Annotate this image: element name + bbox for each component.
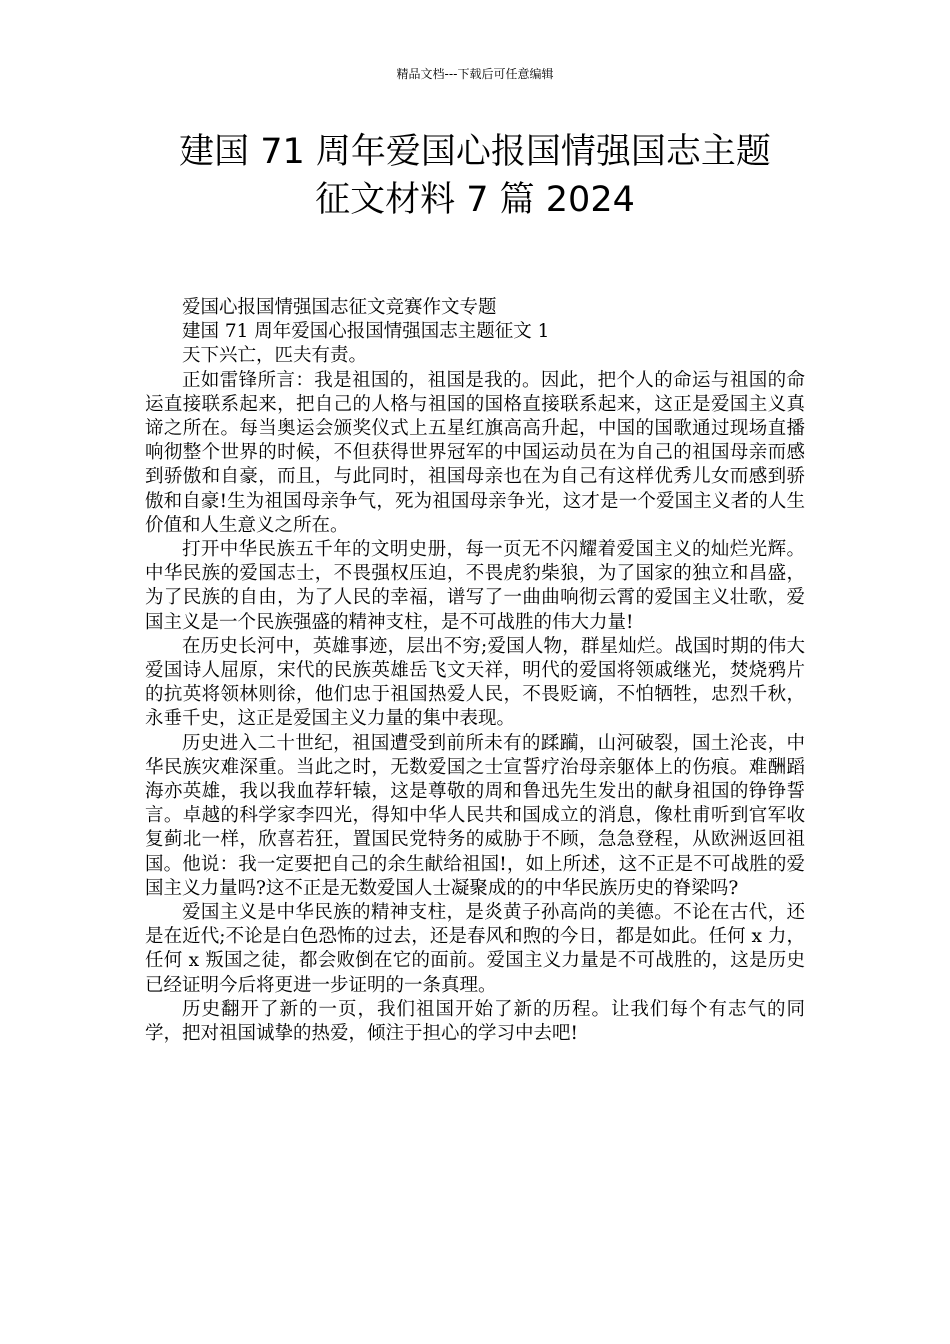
page-header-note: 精品文档---下载后可任意编辑	[396, 67, 554, 81]
body-paragraph: 打开中华民族五千年的文明史册，每一页无不闪耀着爱国主义的灿烂光辉。中华民族的爱国志士，不畏强权压迫，不畏虎豹柴狼，为了国家的独立和昌盛，为了民族的自由，为了人民的幸福，谱写了一曲曲响彻云霄的爱国主义壮歌，爱国主义是一个民族强盛的精神支柱，是不可战胜的伟大力量!	[145, 539, 805, 633]
section-heading: 爱国心报国情强国志征文竞赛作文专题	[182, 297, 497, 318]
document-title-line-1: 建国 71 周年爱国心报国情强国志主题	[179, 132, 771, 172]
body-paragraph: 历史进入二十世纪，祖国遭受到前所未有的蹂躏，山河破裂，国土沦丧，中华民族灾难深重。当此之时，无数爱国之士宣誓疗治母亲躯体上的伤痕。难酬蹈海亦英雄，我以我血荐轩辕，这是尊敬的周和鲁迅先生发出的献身祖国的铮铮誓言。卓越的科学家李四光，得知中华人民共和国成立的消息，像杜甫听到官军收复蓟北一样，欣喜若狂，置国民党特务的威胁于不顾，急急登程，从欧洲返回祖国。他说：我一定要把自己的余生献给祖国!，如上所述，这不正是不可战胜的爱国主义力量吗?这不正是无数爱国人士凝聚成的的中华民族历史的脊梁吗?	[145, 732, 806, 899]
body-paragraph: 天下兴亡，匹夫有责。	[182, 345, 368, 367]
document-body	[145, 296, 805, 1046]
body-paragraph: 爱国主义是中华民族的精神支柱，是炎黄子孙高尚的美德。不论在古代，还是在近代;不论是白色恐怖的过去，还是春风和煦的今日，都是如此。任何 x 力，任何 x 叛国之徒，都会败倒在它的面前。爱国主义力量是不可战胜的，这是历史已经证明今后将更进一步证明的一条真理。	[145, 902, 805, 996]
body-paragraph: 在历史长河中，英雄事迹，层出不穷;爱国人物，群星灿烂。战国时期的伟大爱国诗人屈原，宋代的民族英雄岳飞文天祥，明代的爱国将领戚继光，焚烧鸦片的抗英将领林则徐，他们忠于祖国热爱人民，不畏贬谪，不怕牺牲，忠烈千秋，永垂千史，这正是爱国主义力量的集中表现。	[145, 635, 805, 730]
document-title-line-2: 征文材料 7 篇 2024	[315, 180, 635, 220]
essay-heading: 建国 71 周年爱国心报国情强国志主题征文 1	[182, 321, 550, 343]
body-paragraph: 正如雷锋所言：我是祖国的，祖国是我的。因此，把个人的命运与祖国的命运直接联系起来，把自己的人格与祖国的国格直接联系起来，这正是爱国主义真谛之所在。每当奥运会颁奖仪式上五星红旗高高升起，中国的国歌通过现场直播响彻整个世界的时候，不但获得世界冠军的中国运动员在为自己的祖国母亲而感到骄傲和自豪，而且，与此同时，祖国母亲也在为自己有这样优秀儿女而感到骄傲和自豪!生为祖国母亲争气，死为祖国母亲争光，这才是一个爱国主义者的人生价值和人生意义之所在。	[145, 369, 806, 536]
document-title	[100, 128, 850, 224]
body-paragraph: 历史翻开了新的一页，我们祖国开始了新的历程。让我们每个有志气的同学，把对祖国诚挚的热爱，倾注于担心的学习中去吧!	[145, 998, 805, 1045]
